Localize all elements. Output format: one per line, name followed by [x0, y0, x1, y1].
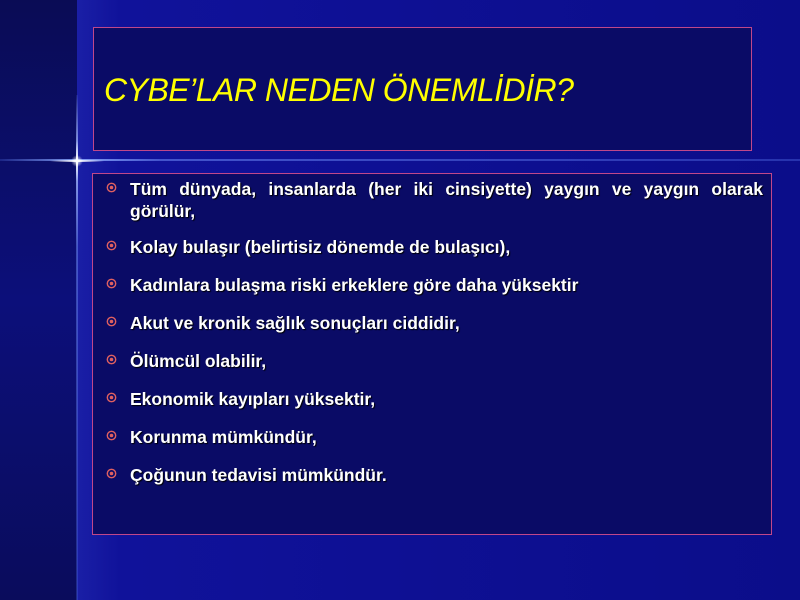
- list-item: [93, 178, 771, 222]
- list-item: [93, 426, 771, 448]
- circle-bullet-icon: [106, 182, 117, 193]
- list-item-text: Çoğunun tedavisi mümkündür.: [130, 465, 387, 485]
- title-box: [93, 27, 752, 151]
- slide-title: CYBE’LAR NEDEN ÖNEMLİDİR?: [104, 72, 574, 108]
- list-item: [93, 312, 771, 334]
- left-panel: [0, 0, 77, 600]
- horizontal-accent-line: [0, 159, 800, 161]
- list-item-text: Korunma mümkündür,: [130, 427, 317, 447]
- circle-bullet-icon: [106, 392, 117, 403]
- list-item-text: Kolay bulaşır (belirtisiz dönemde de bulaşıcı),: [130, 237, 511, 257]
- circle-bullet-icon: [106, 240, 117, 251]
- circle-bullet-icon: [106, 278, 117, 289]
- list-item-text: Kadınlara bulaşma riski erkeklere göre daha yüksektir: [130, 275, 579, 295]
- bullet-list: [93, 178, 771, 502]
- list-item: [93, 236, 771, 258]
- content-box: [92, 173, 772, 535]
- circle-bullet-icon: [106, 468, 117, 479]
- circle-bullet-icon: [106, 354, 117, 365]
- list-item: [93, 388, 771, 410]
- circle-bullet-icon: [106, 430, 117, 441]
- list-item-text: Ekonomik kayıpları yüksektir,: [130, 389, 376, 409]
- list-item-text: Ölümcül olabilir,: [130, 351, 267, 371]
- list-item-text: Tüm dünyada, insanlarda (her iki cinsiyette) yaygın ve yaygın olarak görülür,: [130, 179, 763, 221]
- list-item: [93, 350, 771, 372]
- list-item-text: Akut ve kronik sağlık sonuçları ciddidir,: [130, 313, 460, 333]
- circle-bullet-icon: [106, 316, 117, 327]
- list-item: [93, 274, 771, 296]
- list-item: [93, 464, 771, 486]
